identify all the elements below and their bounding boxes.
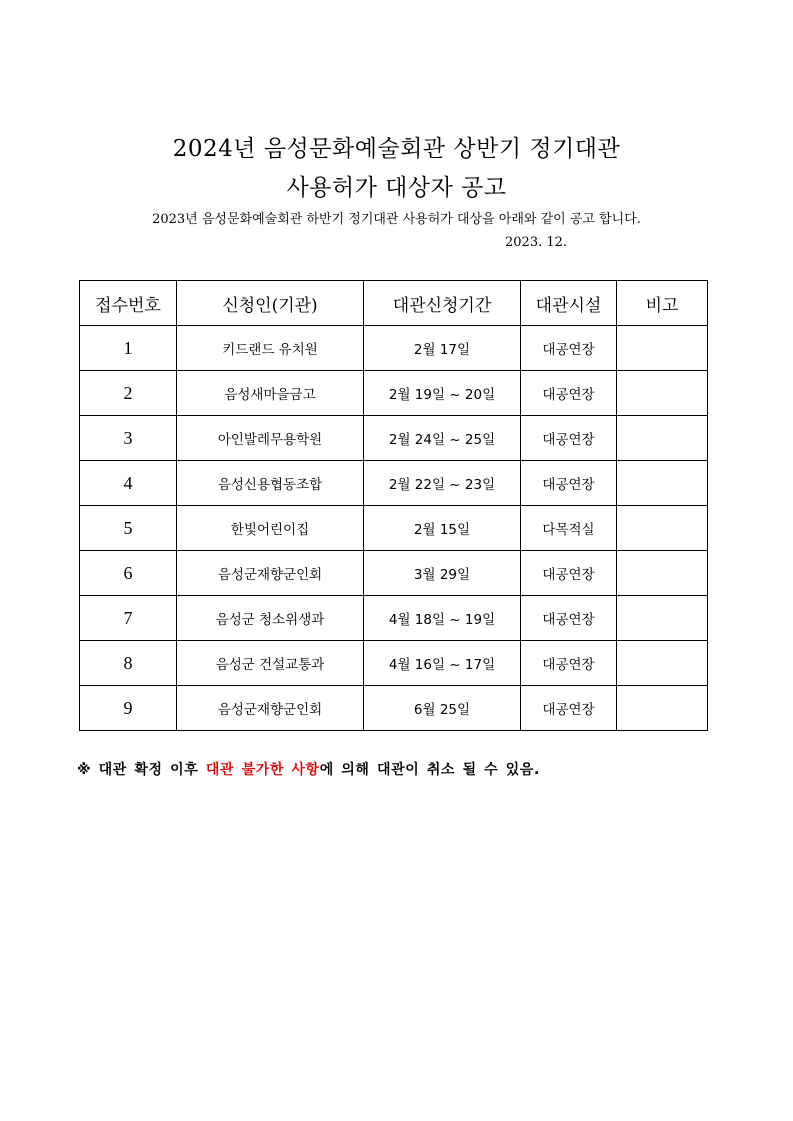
cell-period: 4월 18일 ~ 19일	[364, 596, 521, 641]
table-row	[80, 461, 708, 506]
table-row	[80, 686, 708, 731]
header-facility: 대관시설	[521, 281, 617, 326]
footnote-highlight: 대관 불가한 사항	[205, 762, 320, 778]
header-number: 접수번호	[80, 281, 177, 326]
cell-facility: 다목적실	[521, 506, 617, 551]
cell-facility: 대공연장	[521, 596, 617, 641]
cell-applicant: 아인발레무용학원	[177, 416, 364, 461]
cell-number: 2	[80, 371, 177, 416]
table-row	[80, 551, 708, 596]
cell-period: 4월 16일 ~ 17일	[364, 641, 521, 686]
cell-period: 2월 19일 ~ 20일	[364, 371, 521, 416]
cell-facility: 대공연장	[521, 686, 617, 731]
cell-applicant: 음성군재향군인회	[177, 686, 364, 731]
cell-number: 8	[80, 641, 177, 686]
header-applicant: 신청인(기관)	[177, 281, 364, 326]
cell-period: 3월 29일	[364, 551, 521, 596]
table-row	[80, 596, 708, 641]
cell-period: 2월 24일 ~ 25일	[364, 416, 521, 461]
cell-facility: 대공연장	[521, 641, 617, 686]
cell-remarks	[617, 461, 708, 506]
cell-facility: 대공연장	[521, 371, 617, 416]
cell-period: 2월 17일	[364, 326, 521, 371]
cell-period: 2월 15일	[364, 506, 521, 551]
cell-remarks	[617, 506, 708, 551]
cell-remarks	[617, 416, 708, 461]
cell-remarks	[617, 686, 708, 731]
cell-applicant: 음성새마을금고	[177, 371, 364, 416]
table-row	[80, 371, 708, 416]
cell-facility: 대공연장	[521, 461, 617, 506]
title-line-1: 2024년 음성문화예술회관 상반기 정기대관	[172, 136, 621, 162]
cell-number: 4	[80, 461, 177, 506]
cell-period: 6월 25일	[364, 686, 521, 731]
table-row	[80, 326, 708, 371]
table-header-row	[80, 281, 708, 326]
intro-text: 2023년 음성문화예술회관 하반기 정기대관 사용허가 대상을 아래와 같이 공고 합니다.	[152, 212, 641, 227]
cell-number: 5	[80, 506, 177, 551]
cell-facility: 대공연장	[521, 326, 617, 371]
header-remarks: 비고	[617, 281, 708, 326]
cell-number: 6	[80, 551, 177, 596]
footnote-suffix: 에 의해 대관이 취소 될 수 있음.	[319, 762, 540, 778]
cell-applicant: 음성군 건설교통과	[177, 641, 364, 686]
table-row	[80, 416, 708, 461]
footnote-prefix: ※ 대관 확정 이후	[77, 762, 206, 778]
rental-table	[79, 280, 708, 731]
cell-applicant: 음성군 청소위생과	[177, 596, 364, 641]
table-row	[80, 641, 708, 686]
cell-remarks	[617, 551, 708, 596]
cell-applicant: 음성신용협동조합	[177, 461, 364, 506]
title-line-2: 사용허가 대상자 공고	[286, 175, 507, 201]
cell-period: 2월 22일 ~ 23일	[364, 461, 521, 506]
cell-number: 1	[80, 326, 177, 371]
header-period: 대관신청기간	[364, 281, 521, 326]
cell-facility: 대공연장	[521, 416, 617, 461]
cell-remarks	[617, 596, 708, 641]
cell-applicant: 음성군재향군인회	[177, 551, 364, 596]
cell-facility: 대공연장	[521, 551, 617, 596]
cell-applicant: 키드랜드 유치원	[177, 326, 364, 371]
notice-date: 2023. 12.	[505, 235, 568, 250]
cell-remarks	[617, 641, 708, 686]
cell-number: 3	[80, 416, 177, 461]
cell-remarks	[617, 326, 708, 371]
table-row	[80, 506, 708, 551]
cell-applicant: 한빛어린이집	[177, 506, 364, 551]
cell-number: 9	[80, 686, 177, 731]
cell-number: 7	[80, 596, 177, 641]
footnote	[77, 759, 540, 779]
cell-remarks	[617, 371, 708, 416]
